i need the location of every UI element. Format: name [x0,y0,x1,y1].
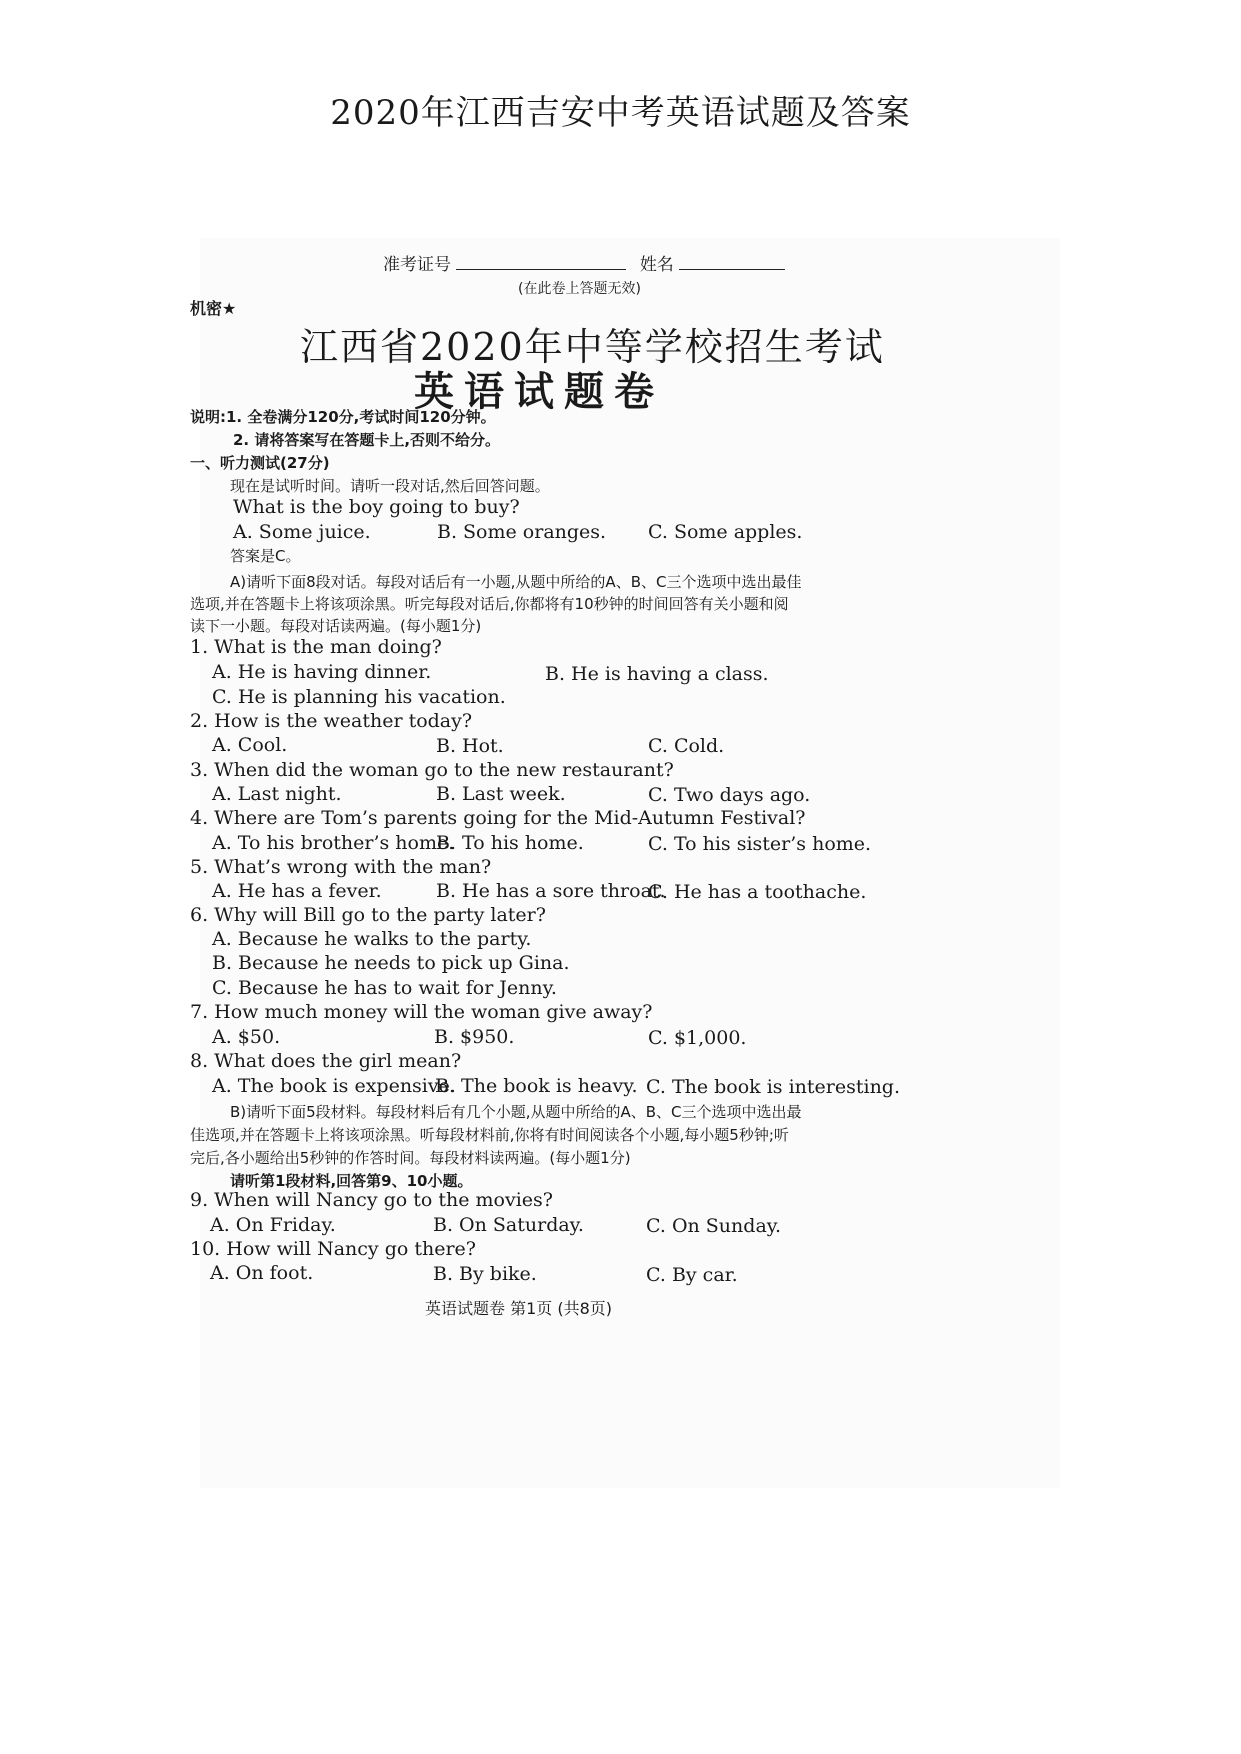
sample-option-b: B. Some oranges. [437,521,607,543]
q8-option-a: A. The book is expensive. [212,1075,456,1097]
q2-option-b: B. Hot. [436,735,504,757]
q1-option-c: C. He is planning his vacation. [212,686,506,708]
question-3: 3. When did the woman go to the new restaurant? [190,759,674,781]
sample-intro: 现在是试听时间。请听一段对话,然后回答问题。 [230,477,550,495]
name-blank [679,269,785,270]
q10-option-c: C. By car. [646,1264,738,1286]
exam-sheet [190,238,1060,1488]
question-6: 6. Why will Bill go to the party later? [190,904,546,926]
material-1-instruction: 请听第1段材料,回答第9、10小题。 [230,1172,473,1190]
q1-option-a: A. He is having dinner. [212,661,432,683]
part-a-line-3: 读下一小题。每段对话读两遍。(每小题1分) [190,617,482,635]
sample-answer: 答案是C。 [230,547,301,565]
q7-option-a: A. $50. [212,1026,281,1048]
id-label: 准考证号 [383,255,451,275]
q10-option-a: A. On foot. [210,1262,314,1284]
q8-option-c: C. The book is interesting. [646,1076,901,1098]
document-title: 2020年江西吉安中考英语试题及答案 [330,93,911,133]
part-b-line-3: 完后,各小题给出5秒钟的作答时间。每段材料读两遍。(每小题1分) [190,1149,631,1167]
q6-option-b: B. Because he needs to pick up Gina. [212,952,570,974]
q2-option-c: C. Cold. [648,735,725,757]
paper-title: 英语试题卷 [414,369,664,415]
q10-option-b: B. By bike. [433,1263,537,1285]
part-b-line-2: 佳选项,并在答题卡上将该项涂黑。听每段材料前,你将有时间阅读各个小题,每小题5秒钟;听 [190,1126,789,1144]
question-1: 1. What is the man doing? [190,636,442,658]
id-blank [456,269,626,270]
q7-option-b: B. $950. [434,1026,515,1048]
q6-option-c: C. Because he has to wait for Jenny. [212,977,557,999]
part-a-line-2: 选项,并在答题卡上将该项涂黑。听完每段对话后,你都将有10秒钟的时间回答有关小题和阅 [190,595,789,613]
name-label: 姓名 [639,255,674,275]
q4-option-c: C. To his sister’s home. [648,833,872,855]
q7-option-c: C. $1,000. [648,1027,747,1049]
sample-option-c: C. Some apples. [648,521,803,543]
question-10: 10. How will Nancy go there? [190,1238,476,1260]
question-5: 5. What’s wrong with the man? [190,856,492,878]
q9-option-a: A. On Friday. [210,1214,336,1236]
q3-option-c: C. Two days ago. [648,784,811,806]
question-7: 7. How much money will the woman give away? [190,1001,653,1023]
candidate-info-line [383,250,785,275]
page-footer: 英语试题卷 第1页 (共8页) [425,1299,613,1318]
q9-option-b: B. On Saturday. [433,1214,584,1236]
question-8: 8. What does the girl mean? [190,1050,462,1072]
note-1: 说明:1. 全卷满分120分,考试时间120分钟。 [190,408,496,426]
q5-option-a: A. He has a fever. [212,880,382,902]
question-9: 9. When will Nancy go to the movies? [190,1189,553,1211]
q6-option-a: A. Because he walks to the party. [212,928,532,950]
section-title: 一、听力测试(27分) [190,454,330,472]
exam-title: 江西省2020年中等学校招生考试 [300,325,885,369]
part-b-line-1: B)请听下面5段材料。每段材料后有几个小题,从题中所给的A、B、C三个选项中选出最 [230,1103,802,1121]
sample-question: What is the boy going to buy? [233,496,520,518]
q5-option-b: B. He has a sore throat. [436,880,666,902]
q8-option-b: B. The book is heavy. [435,1075,638,1097]
q4-option-a: A. To his brother’s home. [212,832,455,854]
q9-option-c: C. On Sunday. [646,1215,782,1237]
q1-option-b: B. He is having a class. [545,663,769,685]
question-4: 4. Where are Tom’s parents going for the Mid-Autumn Festival? [190,807,806,829]
q3-option-b: B. Last week. [436,783,566,805]
secret-mark: 机密★ [190,299,237,318]
invalid-note: (在此卷上答题无效) [518,281,641,297]
q2-option-a: A. Cool. [212,734,288,756]
question-2: 2. How is the weather today? [190,710,473,732]
sample-option-a: A. Some juice. [233,521,371,543]
q5-option-c: C. He has a toothache. [648,881,867,903]
q4-option-b: B. To his home. [436,832,584,854]
q3-option-a: A. Last night. [212,783,342,805]
part-a-line-1: A)请听下面8段对话。每段对话后有一小题,从题中所给的A、B、C三个选项中选出最佳 [230,573,802,591]
note-2: 2. 请将答案写在答题卡上,否则不给分。 [233,431,501,449]
